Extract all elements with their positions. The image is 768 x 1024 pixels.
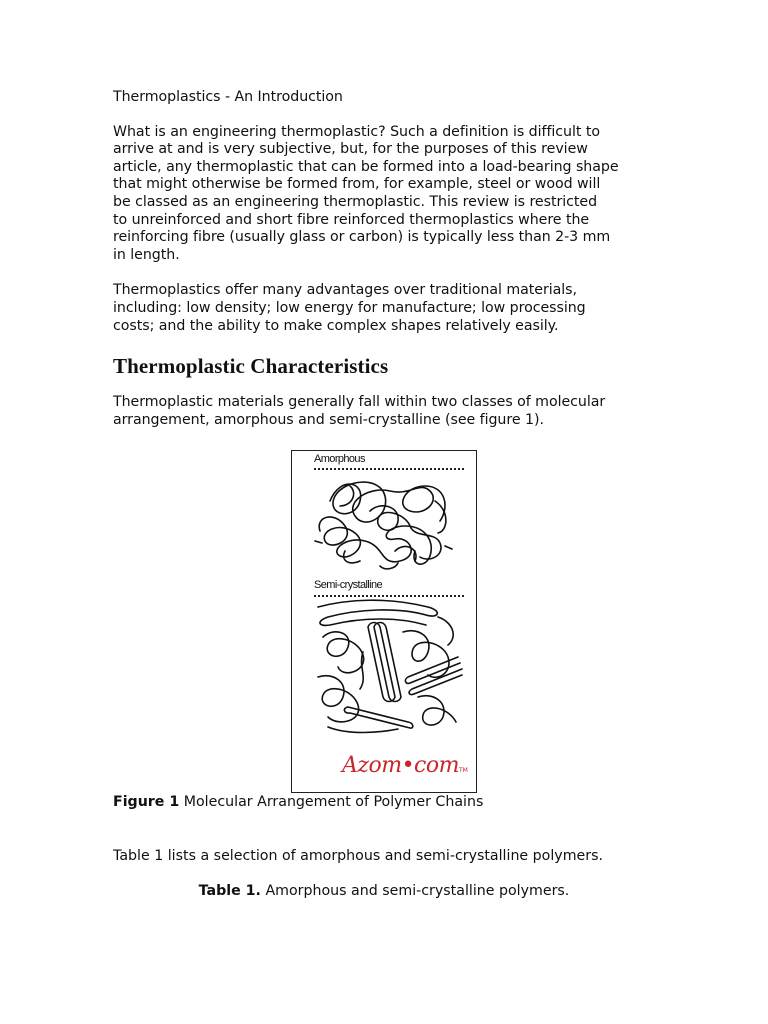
figure-label-amorphous: Amorphous <box>314 453 365 465</box>
figure-caption-text: Molecular Arrangement of Polymer Chains <box>179 794 484 810</box>
figure-label-semicrystalline: Semi-crystalline <box>314 579 383 591</box>
paragraph-advantages: Thermoplastics offer many advantages over traditional materials, including: low density; low energy for manufacture; low processing costs; and the ability to make complex shapes relatively easily. <box>113 282 586 334</box>
paragraph-classes: Thermoplastic materials generally fall within two classes of molecular arrangement, amorphous and semi-crystalline (see figure 1). <box>113 394 606 428</box>
table-intro-text: Table 1 lists a selection of amorphous and semi-crystalline polymers. <box>113 848 603 864</box>
figure-caption-prefix: Figure 1 <box>113 794 180 810</box>
azom-logo-tm: TM <box>459 767 468 774</box>
azom-logo: Azom•com <box>342 753 459 778</box>
figure-1-caption <box>113 794 483 811</box>
amorphous-chains-drawing <box>310 471 460 571</box>
table-1-title <box>0 883 768 900</box>
table-title-prefix: Table 1. <box>198 883 261 899</box>
document-title-line: Thermoplastics - An Introduction <box>113 89 343 105</box>
figure-1-image <box>291 450 477 793</box>
section-heading: Thermoplastic Characteristics <box>113 354 389 379</box>
table-title-text: Amorphous and semi-crystalline polymers. <box>260 883 570 899</box>
paragraph-definition: What is an engineering thermoplastic? Such a definition is difficult to arrive at and is very subjective, but, for the purposes of this review article, any thermoplastic that can be formed into a load-bearing shape that might otherwise be formed from, for example, steel or wood will be classed as an engineering thermoplastic. This review is restricted to unreinforced and short fibre reinforced thermoplastics where the reinforcing fibre (usually glass or carbon) is typically less than 2-3 mm in length. <box>113 123 619 263</box>
dotted-line-top <box>314 468 464 470</box>
semicrystalline-chains-drawing <box>308 597 468 737</box>
document-body <box>113 89 653 429</box>
